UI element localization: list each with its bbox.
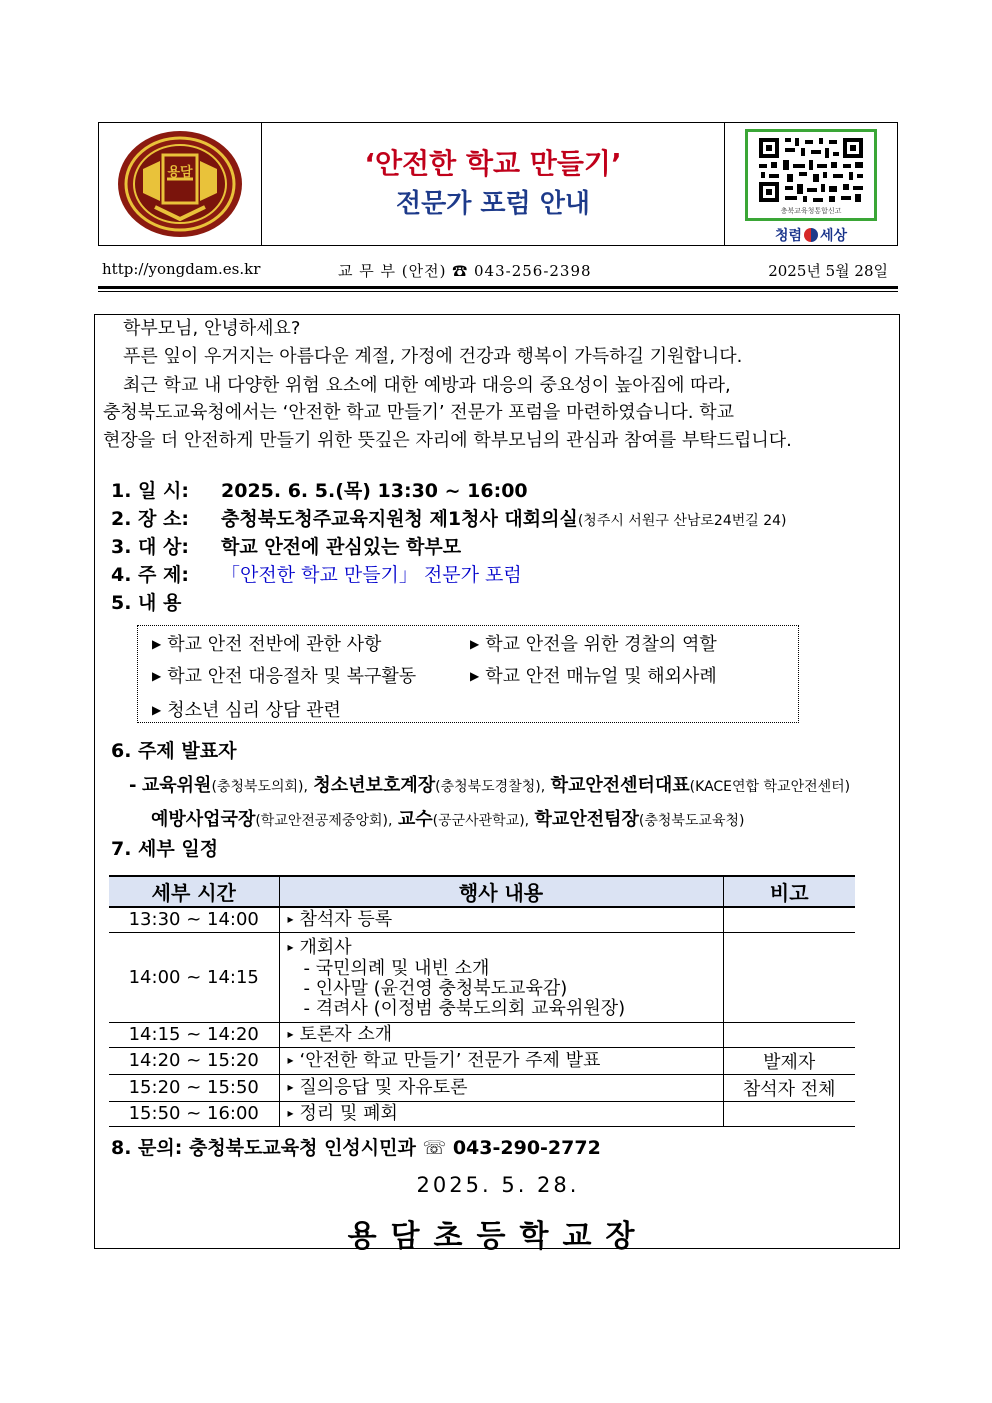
schedule-table	[109, 875, 855, 1127]
school-emblem-icon	[115, 129, 245, 239]
item-address: (청주시 서원구 산남로24번길 24)	[577, 513, 787, 529]
triangle-bullet-icon: ▸	[287, 1052, 294, 1067]
speakers-heading: 6. 주제 발표자	[111, 740, 237, 762]
document-title: ‘안전한 학교 만들기’	[364, 147, 622, 180]
taegeuk-icon	[804, 228, 818, 242]
item-value: 2025. 6. 5.(목) 13:30 ~ 16:00	[221, 480, 528, 502]
speakers-line-2: 예방사업국장(학교안전공제중앙회), 교수(공군사관학교), 학교안전팀장(충청북도교육청)	[151, 809, 745, 830]
col-header-time: 세부 시간	[109, 876, 279, 907]
table-row: 14:15 ~ 14:20 ▸ 토론자 소개	[109, 1022, 855, 1047]
sub-item: - 격려사 (이정범 충북도의회 교육위원장)	[303, 997, 626, 1019]
item-label: 5. 내 용	[111, 592, 182, 614]
col-header-event: 행사 내용	[279, 876, 723, 907]
item-value: 학교 안전에 관심있는 학부모	[221, 536, 462, 558]
inquiry-contact: 8. 문의: 충청북도교육청 인성시민과 ☏ 043-290-2772	[111, 1137, 601, 1159]
triangle-bullet-icon: ▸	[287, 939, 294, 954]
slogan-left: 청렴	[774, 228, 802, 244]
item-audience	[111, 533, 461, 561]
signer-name: 용담초등학교장	[347, 1219, 649, 1254]
table-row: 14:20 ~ 15:20 ▸ ‘안전한 학교 만들기’ 전문가 주제 발표 발제자	[109, 1047, 855, 1074]
school-url[interactable]: http://yongdam.es.kr	[102, 260, 261, 278]
content-item: ▶ 학교 안전 매뉴얼 및 해외사례	[470, 666, 717, 687]
title-block	[262, 123, 725, 245]
qr-frame	[745, 129, 877, 221]
content-item: ▶ 청소년 심리 상담 관련	[152, 700, 341, 721]
integrity-slogan	[775, 225, 847, 245]
svg-text:용담: 용담	[167, 165, 193, 180]
issue-date: 2025년 5월 28일	[768, 262, 888, 280]
divider-thick	[98, 286, 898, 289]
paragraph-1: 푸른 잎이 우거지는 아름다운 계절, 가정에 건강과 행복이 가득하길 기원합니다.	[123, 346, 743, 367]
speakers-line-1: - 교육위원(충청북도의회), 청소년보호계장(충청북도경찰청), 학교안전센터대표(KACE연합 학교안전센터)	[129, 775, 851, 796]
triangle-bullet-icon: ▸	[287, 1079, 294, 1094]
content-item: ▶ 학교 안전을 위한 경찰의 역할	[470, 634, 717, 655]
triangle-bullet-icon: ▶	[152, 669, 162, 683]
item-topic	[111, 561, 522, 589]
triangle-bullet-icon: ▸	[287, 1026, 294, 1041]
content-item: ▶ 학교 안전 대응절차 및 복구활동	[152, 666, 417, 687]
divider-thin	[98, 291, 898, 292]
triangle-bullet-icon: ▶	[470, 669, 480, 683]
document-subtitle: 전문가 포럼 안내	[396, 189, 590, 219]
table-row: 14:00 ~ 14:15 ▸ 개회사 - 국민의례 및 내빈 소개 - 인사말 (윤건영 충청북도교육감) - 격려사 (이정범 충북도의회 교육위원장)	[109, 932, 855, 1022]
greeting: 학부모님, 안녕하세요?	[123, 318, 301, 339]
table-row: 15:20 ~ 15:50 ▸ 질의응답 및 자유토론 참석자 전체	[109, 1074, 855, 1101]
item-value: 「안전한 학교 만들기」 전문가 포럼	[221, 564, 522, 586]
paragraph-2-line-3: 현장을 더 안전하게 만들기 위한 뜻깊은 자리에 학부모님의 관심과 참여를 부탁드립니다.	[103, 430, 792, 451]
item-label: 1. 일 시:	[111, 480, 189, 502]
triangle-bullet-icon: ▶	[152, 637, 162, 651]
triangle-bullet-icon: ▸	[287, 1105, 294, 1120]
qr-code-icon	[757, 136, 865, 204]
item-label: 4. 주 제:	[111, 564, 189, 586]
col-header-note: 비고	[723, 876, 855, 907]
document-date: 2025. 5. 28.	[416, 1173, 580, 1197]
paragraph-2-line-1: 최근 학교 내 다양한 위험 요소에 대한 예방과 대응의 중요성이 높아짐에 따라,	[123, 375, 731, 396]
qr-caption: 충북교육청통합신고	[780, 207, 842, 215]
qr-block	[725, 123, 897, 245]
info-line	[98, 258, 898, 282]
item-contents	[111, 589, 221, 617]
triangle-bullet-icon: ▶	[470, 637, 480, 651]
item-label: 2. 장 소:	[111, 508, 189, 530]
department-contact: 교 무 부 (안전) ☎ 043-256-2398	[338, 262, 592, 280]
school-emblem	[99, 123, 262, 245]
triangle-bullet-icon: ▸	[287, 911, 294, 926]
triangle-bullet-icon: ▶	[152, 703, 162, 717]
item-place	[111, 505, 787, 535]
content-item: ▶ 학교 안전 전반에 관한 사항	[152, 634, 382, 655]
item-value: 충청북도청주교육지원청 제1청사 대회의실	[221, 508, 578, 530]
item-datetime	[111, 477, 528, 505]
sub-item: - 인사말 (윤건영 충청북도교육감)	[303, 977, 568, 999]
schedule-heading: 7. 세부 일정	[111, 838, 219, 860]
letter-body	[94, 314, 900, 1254]
sub-item: - 국민의례 및 내빈 소개	[303, 957, 490, 979]
letterhead	[98, 122, 898, 246]
paragraph-2-line-2: 충청북도교육청에서는 ‘안전한 학교 만들기’ 전문가 포럼을 마련하였습니다. 학교	[103, 402, 735, 423]
table-header-row	[109, 876, 855, 907]
item-label: 3. 대 상:	[111, 536, 189, 558]
table-row: 15:50 ~ 16:00 ▸ 정리 및 폐회	[109, 1101, 855, 1126]
slogan-right: 세상	[820, 228, 848, 244]
table-row: 13:30 ~ 14:00 ▸ 참석자 등록	[109, 907, 855, 932]
contents-box	[137, 625, 799, 723]
